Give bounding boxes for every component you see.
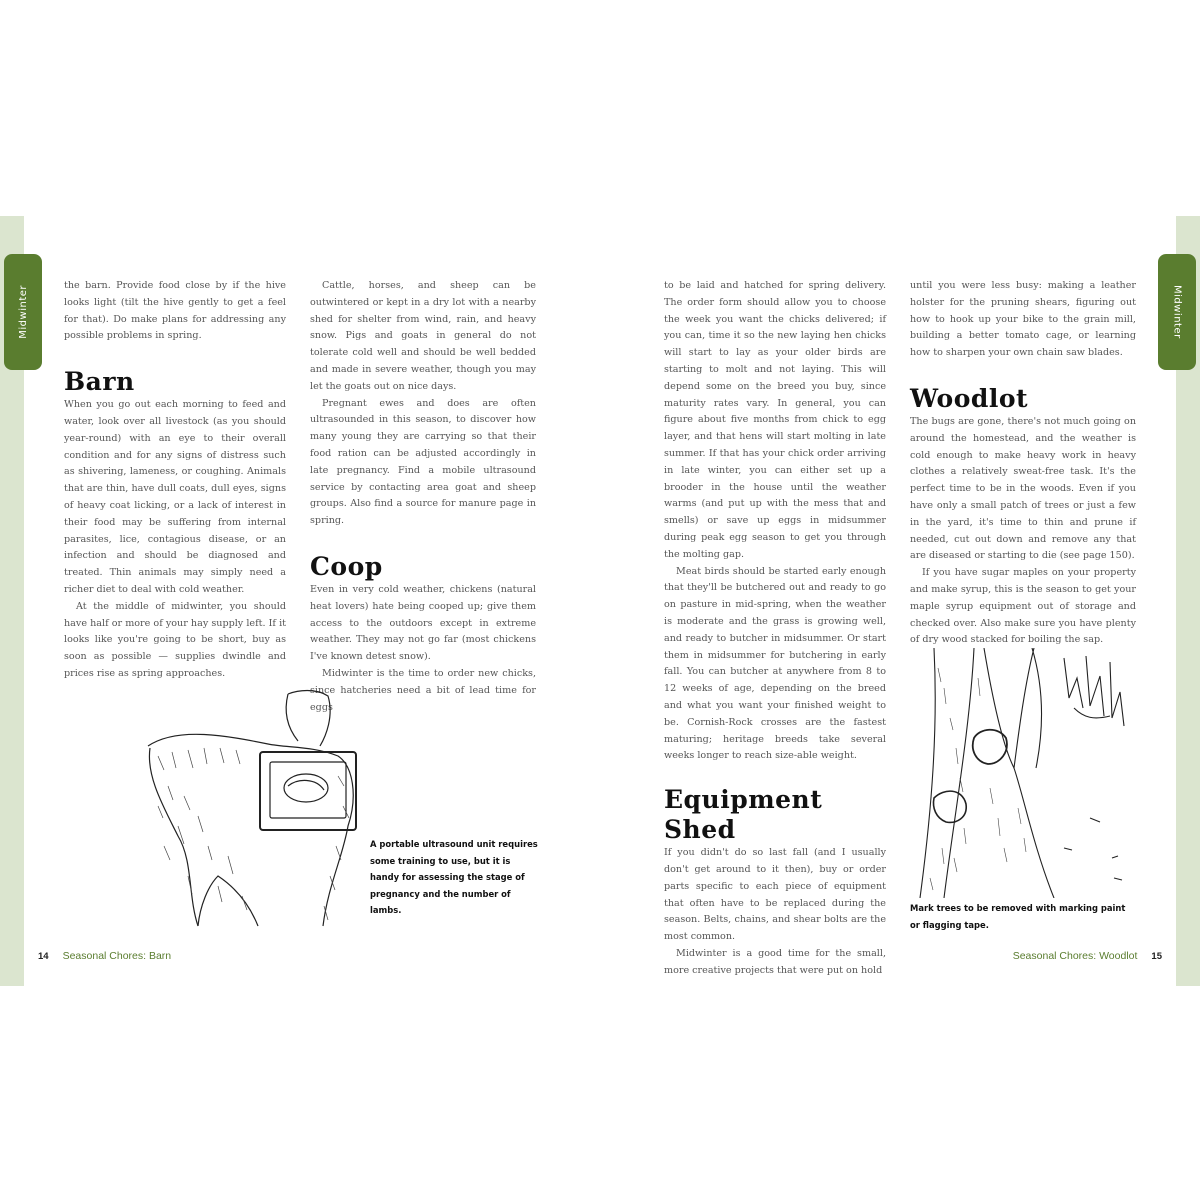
paragraph: the barn. Provide food close by if the hive looks light (tilt the hive gently to get a feel for that). Do make plans for addressing any possible problems in spring. bbox=[64, 280, 286, 342]
paragraph: If you have sugar maples on your property and make syrup, this is the season to get your maple syrup equipment out of storage and checked over. Also make sure you have plenty of dry wood stacked for boiling the sap. bbox=[910, 567, 1136, 646]
paragraph: until you were less busy: making a leather holster for the pruning shears, figuring out how to hook up your bike to the grain mill, building a better tomato cage, or learning how to sharpen your own chain saw blades. bbox=[910, 280, 1136, 359]
heading-woodlot: Woodlot bbox=[910, 383, 1029, 413]
running-head: Seasonal Chores: Woodlot bbox=[1012, 950, 1138, 962]
right-caption: Mark trees to be removed with marking paint or flagging tape. bbox=[910, 903, 1126, 930]
page-number: 14 bbox=[38, 950, 49, 962]
paragraph: to be laid and hatched for spring delivery. The order form should allow you to choose the week you want the chicks delivered; if you can, time it so the new laying hen chicks will start to lay as your older birds are starting to molt and not laying. This will depend some on the breed you buy, since maturity rates vary. In general, you can figure about five months from chick to egg layer, and that hens will start molting in late summer. If that has your chick order arriving in late winter, you can either set up a brooder in the house until the weather warms (and put up with the mess that and smells) or save up eggs in midsummer during peak egg season to get you through the molting gap. bbox=[664, 280, 886, 560]
section-tab-label: Midwinter bbox=[17, 285, 29, 339]
paragraph: When you go out each morning to feed and water, look over all livestock (as you should year-round) with an eye to their overall condition and for any signs of distress such as shivering, lameness, or coughing. Animals that are thin, have dull coats, dull eyes, signs of heavy coat licking, or a lack of interest in their food may be suffering from internal parasites, lice, contagious disease, or an infection and should be diagnosed and treated. Thin animals may simply need a richer diet to deal with cold weather. bbox=[64, 399, 286, 595]
running-head: Seasonal Chores: Barn bbox=[62, 950, 172, 962]
left-column-2 bbox=[310, 278, 536, 716]
left-caption: A portable ultrasound unit requires some training to use, but it is handy for assessing the stage of pregnancy and the number of lambs. bbox=[370, 839, 538, 915]
paragraph: At the middle of midwinter, you should have half or more of your hay supply left. If it looks like you're going to be short, buy as soon as possible — supplies dwindle and prices rise as spring approaches. bbox=[64, 600, 286, 679]
paragraph: Even in very cold weather, chickens (natural heat lovers) hate being cooped up; give them access to the outdoors except in extreme weather. They may not go far (most chickens I've known detest snow). bbox=[310, 583, 536, 663]
paragraph: Meat birds should be started early enough that they'll be butchered out and ready to go on pasture in mid-spring, when the weather is moderate and the grass is growing well, and ready to butcher in midsummer. Or start them in midsummer for butchering in early fall. You can butcher at anywhere from 8 to 12 weeks of age, depending on the breed and what you want your finished weight to be. Cornish-Rock crosses are the fastest maturing; heritage breeds take several weeks longer to reach size-able weight. bbox=[664, 565, 886, 762]
maple-tree-illustration bbox=[914, 648, 1136, 898]
heading-equipment-shed: Equipment Shed bbox=[664, 785, 823, 845]
ultrasound-illustration bbox=[138, 686, 370, 932]
right-column-1 bbox=[664, 278, 886, 979]
page-number: 15 bbox=[1151, 950, 1162, 962]
paragraph: Cattle, horses, and sheep can be outwintered or kept in a dry lot with a nearby shed for shelter from wind, rain, and heavy snow. Pigs and goats in general do not tolerate cold well and should be well bedded and made in severe weather, though you may let the goats out on nice days. bbox=[310, 280, 536, 392]
left-footer bbox=[38, 950, 171, 962]
right-footer bbox=[1013, 950, 1162, 962]
heading-barn: Barn bbox=[64, 367, 135, 397]
paragraph: Midwinter is a good time for the small, more creative projects that were put on hold bbox=[664, 947, 886, 976]
section-tab-label: Midwinter bbox=[1171, 285, 1183, 339]
right-column-2 bbox=[910, 278, 1136, 649]
paragraph: The bugs are gone, there's not much going on around the homestead, and the weather is cold enough to make heavy work in heavy clothes a relatively sweat-free task. It's the perfect time to be in the woods. Even if you have only a small patch of trees or just a few in the yard, it's time to thin and prune if needed, cut out down and remove any that are diseased or starting to die (see page 150). bbox=[910, 415, 1136, 562]
paragraph: If you didn't do so last fall (and I usually don't get around to it then), buy or order parts specific to each piece of equipment that often have to be replaced during the season. Belts, chains, and shear bolts are the most common. bbox=[664, 847, 886, 943]
paragraph: Midwinter is the time to order new chicks, since hatcheries need a bit of lead time for eggs bbox=[310, 667, 536, 713]
heading-coop: Coop bbox=[310, 551, 383, 581]
section-tab-left bbox=[4, 254, 42, 370]
book-spread bbox=[0, 216, 1200, 986]
paragraph: Pregnant ewes and does are often ultrasounded in this season, to discover how many young they are carrying so that their food ration can be adjusted accordingly in late pregnancy. Find a mobile ultrasound service by contacting area goat and sheep groups. Also find a source for manure page in spring. bbox=[310, 397, 536, 527]
left-column-1 bbox=[64, 278, 286, 683]
section-tab-right bbox=[1158, 254, 1196, 370]
